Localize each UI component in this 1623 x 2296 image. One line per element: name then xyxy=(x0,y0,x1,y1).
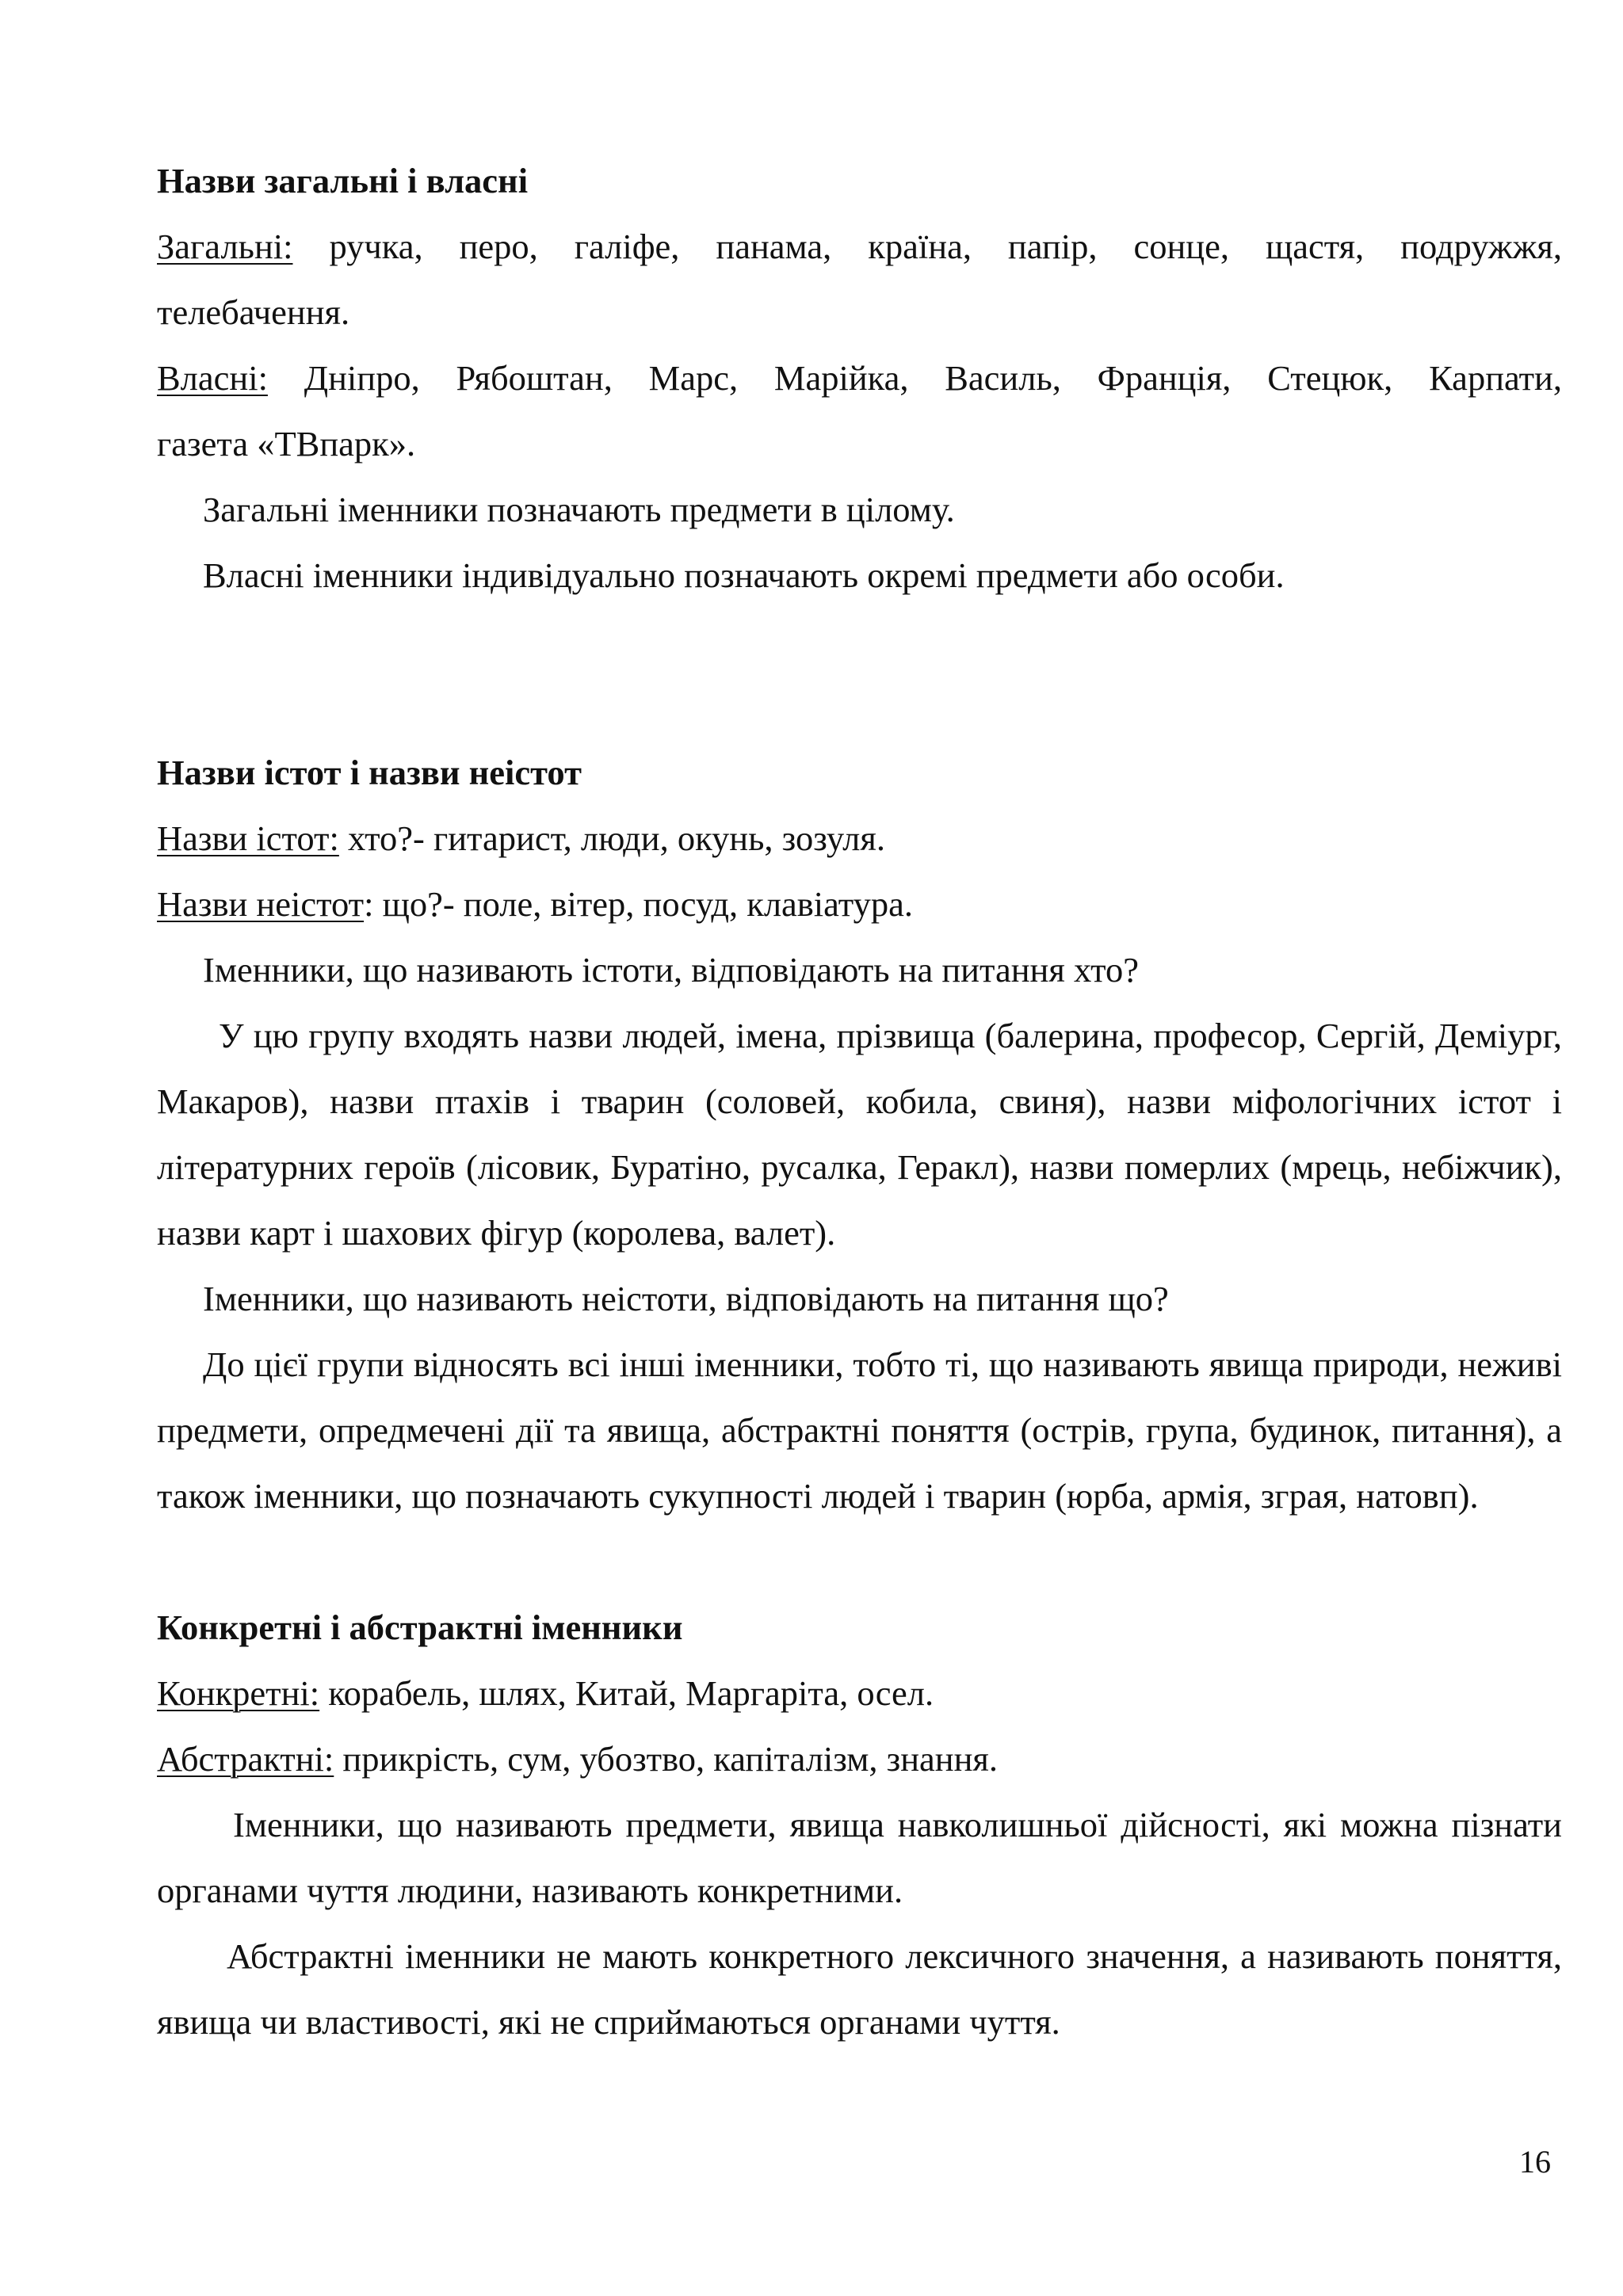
section-common-proper xyxy=(157,148,1562,608)
common-nouns-definition: Загальні іменники позначають предмети в цілому. xyxy=(203,490,955,529)
common-nouns-label: Загальні: xyxy=(157,227,293,266)
abstract-definition: Абстрактні іменники не мають конкретного лексичного значення, а називають поняття, явища чи властивості, які не сприймаються органами чуття. xyxy=(157,1936,1562,2042)
common-nouns-list: ручка, перо, галіфе, панама, країна, папір, сонце, щастя, подружжя, xyxy=(292,227,1562,266)
concrete-list: корабель, шлях, Китай, Маргаріта, осел. xyxy=(319,1673,934,1713)
proper-nouns-examples-cont: газета «ТВпарк». xyxy=(157,424,416,463)
section-animate-inanimate xyxy=(157,740,1562,1529)
section-heading: Назви істот і назви неістот xyxy=(157,753,582,792)
proper-nouns-definition: Власні іменники індивідуально позначають окремі предмети або особи. xyxy=(203,555,1285,595)
proper-nouns-list: Дніпро, Рябоштан, Марс, Марійка, Василь, Франція, Стецюк, Карпати, xyxy=(267,358,1562,398)
animate-group-description: У цю групу входять назви людей, імена, прізвища (балерина, професор, Сергій, Деміург, Макаров), назви птахів і тварин (соловей, кобила, свиня), назви міфологічних істот і літературних героїв (лісовик, Буратіно, русалка, Геракл), назви померлих (мрець, небіжчик), назви карт і шахових фігур (королева, валет). xyxy=(157,1016,1562,1253)
section-heading: Конкретні і абстрактні іменники xyxy=(157,1608,683,1647)
inanimate-group-description: До цієї групи відносять всі інші іменники, тобто ті, що називають явища природи, неживі предмети, опредмечені дії та явища, абстрактні поняття (острів, група, будинок, питання), а також іменники, що позначають сукупності людей і тварин (юрба, армія, зграя, натовп). xyxy=(157,1344,1562,1516)
abstract-label: Абстрактні: xyxy=(157,1739,334,1779)
document-page xyxy=(157,148,1562,2055)
inanimate-question: Іменники, що називають неістоти, відповідають на питання що? xyxy=(203,1279,1169,1318)
animate-examples xyxy=(157,806,1562,871)
proper-nouns-label: Власні: xyxy=(157,358,268,398)
inanimate-list: : що?- поле, вітер, посуд, клавіатура. xyxy=(364,884,914,924)
concrete-examples xyxy=(157,1661,1562,1726)
animate-question: Іменники, що називають істоти, відповідають на питання хто? xyxy=(203,950,1139,990)
concrete-definition: Іменники, що називають предмети, явища навколишньої дійсності, які можна пізнати органами чуття людини, називають конкретними. xyxy=(157,1805,1562,1910)
abstract-list: прикрість, сум, убозтво, капіталізм, знання. xyxy=(334,1739,999,1779)
common-nouns-examples xyxy=(157,214,1562,280)
section-spacer xyxy=(157,1529,1562,1595)
section-heading: Назви загальні і власні xyxy=(157,161,529,200)
abstract-examples xyxy=(157,1726,1562,1792)
section-spacer xyxy=(157,608,1562,740)
common-nouns-examples-cont: телебачення. xyxy=(157,292,350,332)
concrete-label: Конкретні: xyxy=(157,1673,320,1713)
page-number: 16 xyxy=(1519,2144,1551,2180)
section-concrete-abstract xyxy=(157,1595,1562,2055)
proper-nouns-examples xyxy=(157,345,1562,411)
animate-label: Назви істот: xyxy=(157,818,339,858)
animate-list: хто?- гитарист, люди, окунь, зозуля. xyxy=(338,818,885,858)
inanimate-label: Назви неістот xyxy=(157,884,365,924)
inanimate-examples xyxy=(157,871,1562,937)
